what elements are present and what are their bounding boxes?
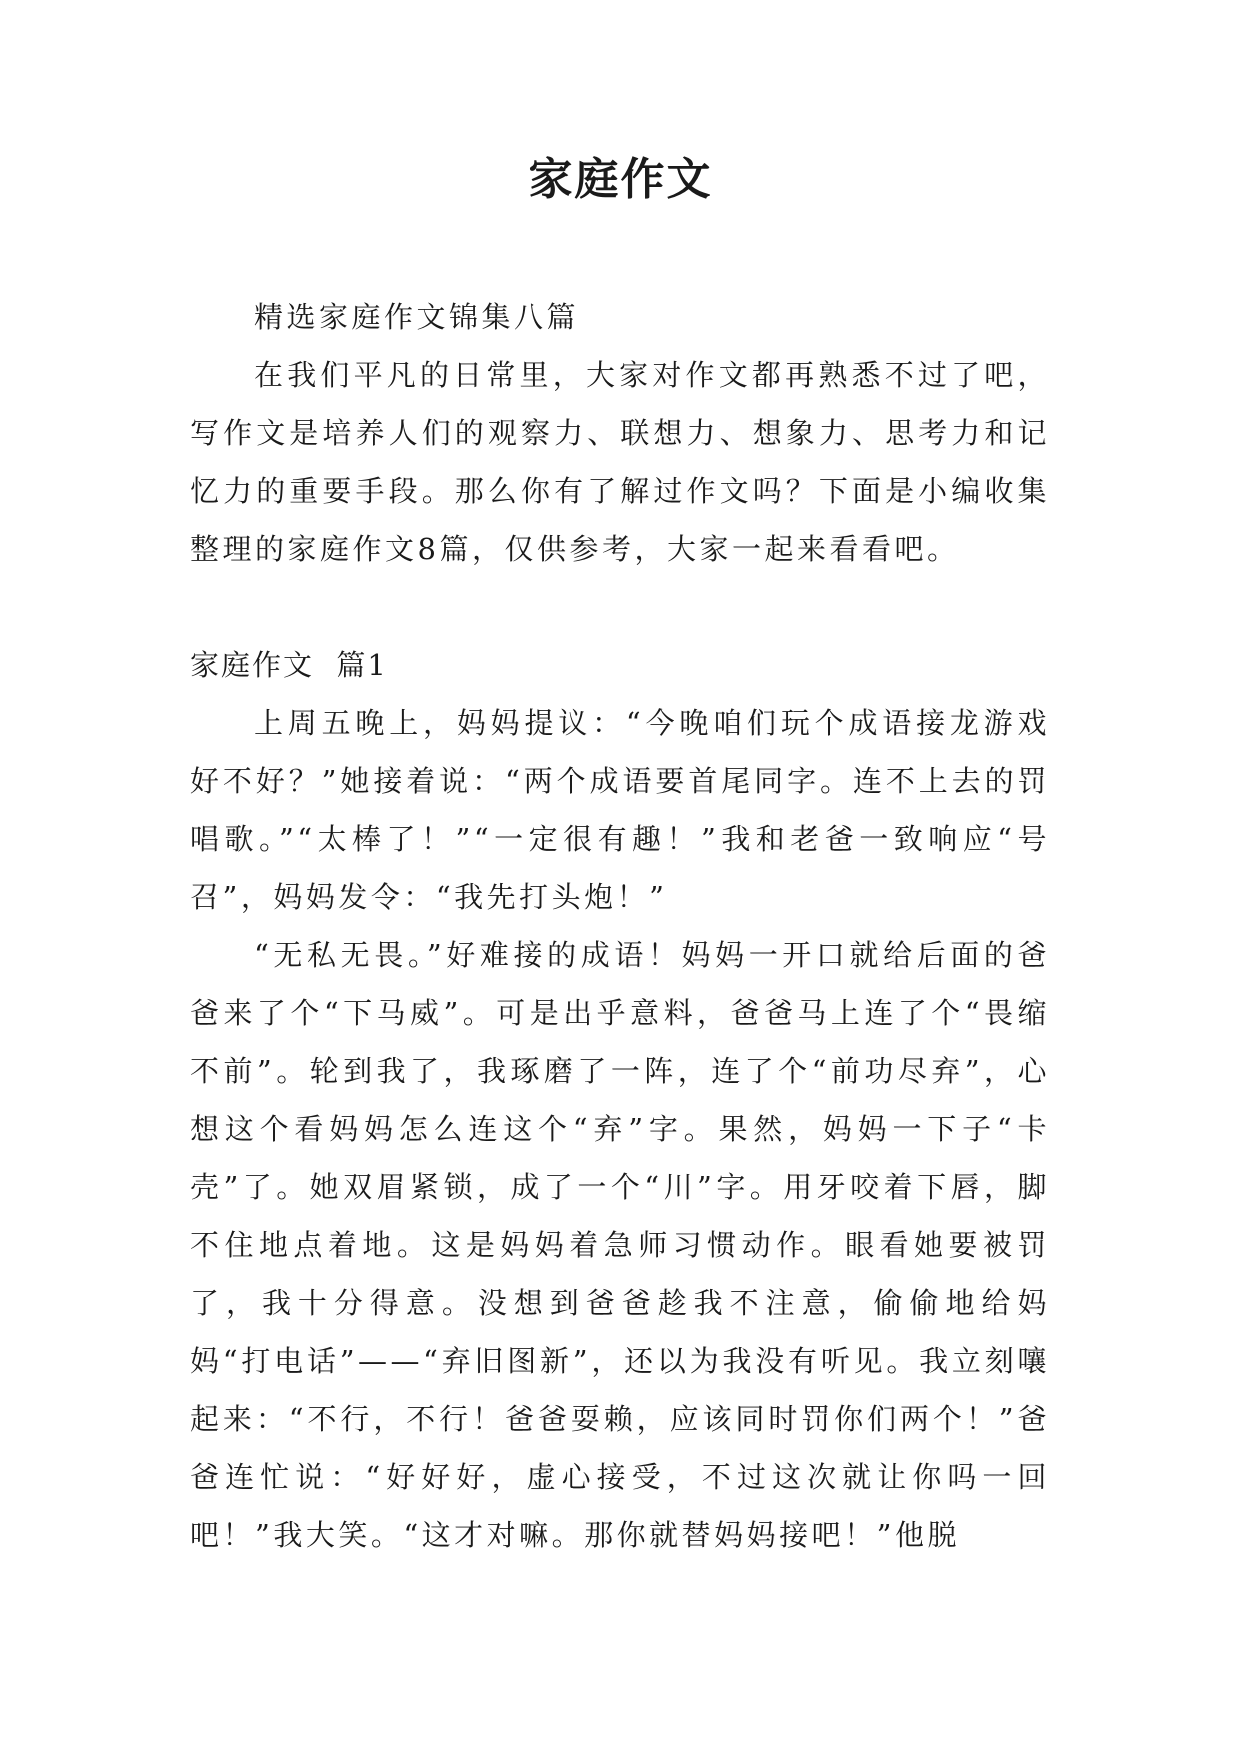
intro-paragraph: 在我们平凡的日常里，大家对作文都再熟悉不过了吧，写作文是培养人们的观察力、联想力、想象力、思考力和记忆力的重要手段。那么你有了解过作文吗？下面是小编收集整理的家庭作文8篇，仅供参考，大家一起来看看吧。 (190, 358, 1050, 566)
document-subtitle: 精选家庭作文锦集八篇 (254, 300, 580, 334)
body-paragraph-1: 上周五晚上，妈妈提议：“今晚咱们玩个成语接龙游戏好不好？”她接着说：“两个成语要首尾同字。连不上去的罚唱歌。”“太棒了！”“一定很有趣！”我和老爸一致响应“号召”，妈妈发令：“我先打头炮！” (190, 706, 1050, 914)
section-heading: 家庭作文 篇1 (190, 648, 388, 682)
document-title: 家庭作文 (528, 154, 713, 205)
body-paragraph-2: “无私无畏。”好难接的成语！妈妈一开口就给后面的爸爸来了个“下马威”。可是出乎意料，爸爸马上连了个“畏缩不前”。轮到我了，我琢磨了一阵，连了个“前功尽弃”，心想这个看妈妈怎么连这个“弃”字。果然，妈妈一下子“卡壳”了。她双眉紧锁，成了一个“川”字。用牙咬着下唇，脚不住地点着地。这是妈妈着急师习惯动作。眼看她要被罚了，我十分得意。没想到爸爸趁我不注意，偷偷地给妈妈“打电话”——“弃旧图新”，还以为我没有听见。我立刻嚷起来：“不行，不行！爸爸耍赖，应该同时罚你们两个！”爸爸连忙说：“好好好，虚心接受，不过这次就让你吗一回吧！”我大笑。“这才对嘛。那你就替妈妈接吧！”他脱 (190, 938, 1050, 1552)
